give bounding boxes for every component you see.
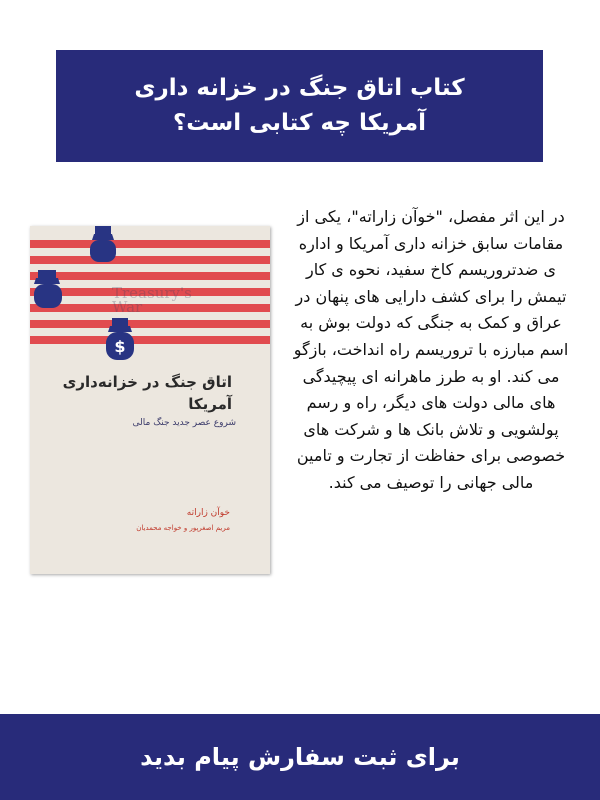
cover-subtitle: شروع عصر جدید جنگ مالی — [132, 418, 236, 428]
cover-title-line-1: اتاق جنگ در خزانه‌داری — [62, 373, 232, 391]
title-line-2: آمریکا چه کتابی است؟ — [172, 110, 427, 136]
cover-english-title: Treasury's War — [112, 284, 192, 316]
title-banner — [56, 50, 543, 162]
cover-author: خوآن زاراته — [186, 508, 230, 518]
cover-stripe — [30, 320, 270, 328]
cover-title-line-2: آمریکا — [188, 395, 232, 413]
cover-translators: مریم اصغرپور و خواجه محمدیان — [136, 524, 230, 532]
cover-stripe — [30, 272, 270, 280]
cover-stripe — [30, 336, 270, 344]
book-description: در این اثر مفصل، "خوآن زاراته"، یکی از مقامات سابق خزانه داری آمریکا و اداره ی ضدتروریسم کاخ سفید، نحوه ی کار تیمش را برای کشف دارایی های پنهان در عراق و کمک به جنگی که دولت بوش به اسم مبارزه با تروریسم راه انداخت، بازگو می کند. او به طرز ماهرانه ای پیچیدگی های مالی دولت های دیگر، راه و رسم پولشویی و تلاش بانک ها و شرکت های خصوصی برای حفاظت از تجارت و تامین مالی جهانی را توصیف می کند. — [293, 207, 569, 492]
order-footer-banner[interactable] — [0, 714, 600, 800]
cover-stripe — [30, 256, 270, 264]
svg-text:$: $ — [114, 337, 126, 356]
cover-stripe — [30, 240, 270, 248]
cover-title — [52, 371, 232, 415]
page-title — [134, 71, 464, 141]
order-call-to-action: برای ثبت سفارش پیام بدید — [140, 743, 460, 771]
book-cover-image — [30, 226, 270, 574]
title-line-1: کتاب اتاق جنگ در خزانه داری — [134, 75, 465, 101]
